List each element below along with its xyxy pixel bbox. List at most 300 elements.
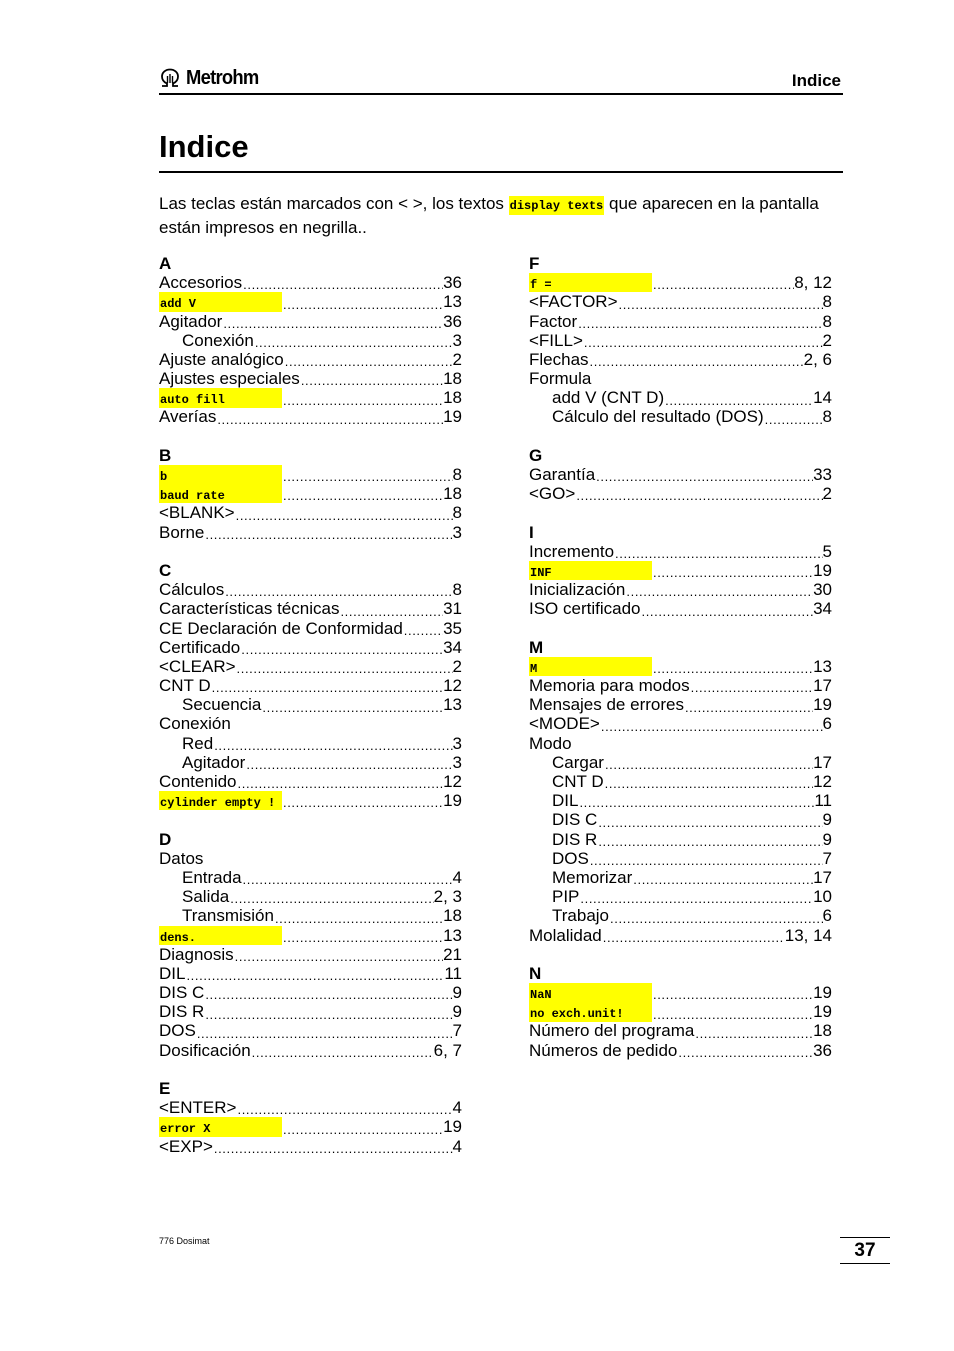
index-subentry	[159, 331, 462, 350]
dot-leader	[577, 316, 822, 331]
entry-page-ref: 3	[452, 733, 462, 753]
dot-leader	[224, 584, 452, 599]
entry-page-ref: 18	[813, 1021, 832, 1041]
entry-page-ref: 12	[443, 676, 462, 696]
index-section	[159, 561, 462, 810]
index-column-right	[529, 254, 832, 1079]
footer-document-name: 776 Dosimat	[159, 1236, 210, 1246]
dot-leader	[216, 412, 443, 427]
entry-term: Cargar	[552, 752, 604, 772]
entry-term: CNT D	[159, 676, 211, 696]
index-entry	[159, 580, 462, 599]
entry-page-ref: 13	[443, 292, 462, 312]
dot-leader	[236, 661, 453, 676]
entry-term: <BLANK>	[159, 503, 235, 523]
dot-leader	[339, 604, 443, 619]
entry-term: Inicialización	[529, 580, 626, 600]
entry-term: Datos	[159, 848, 204, 868]
index-section	[159, 830, 462, 1060]
logo-text: Metrohm	[186, 66, 259, 89]
index-entry	[529, 331, 832, 350]
dot-leader	[609, 911, 823, 926]
index-entry	[529, 926, 832, 945]
section-letter: N	[529, 963, 542, 983]
entry-page-ref: 9	[822, 829, 832, 849]
entry-page-ref: 8	[822, 407, 832, 427]
dot-leader	[213, 738, 452, 753]
dot-leader	[600, 719, 823, 734]
index-subentry	[529, 791, 832, 810]
dot-leader	[641, 604, 814, 619]
entry-term: DIS R	[159, 1002, 205, 1022]
entry-page-ref: 2	[452, 349, 462, 369]
entry-page-ref: 13	[443, 925, 462, 945]
entry-term: Números de pedido	[529, 1040, 678, 1060]
index-entry	[159, 926, 462, 945]
index-subentry	[159, 734, 462, 753]
index-entry	[159, 465, 462, 484]
entry-page-ref: 2	[452, 656, 462, 676]
index-subentry	[159, 906, 462, 925]
index-entry	[159, 638, 462, 657]
index-entry	[529, 561, 832, 580]
display-text-term: b	[159, 465, 282, 484]
entry-page-ref: 4	[452, 867, 462, 887]
entry-term: ISO certificado	[529, 599, 641, 619]
index-subentry	[529, 408, 832, 427]
entry-page-ref: 8, 12	[794, 273, 832, 293]
entry-term: DIS R	[552, 829, 598, 849]
index-entry	[529, 273, 832, 292]
entry-page-ref: 18	[443, 906, 462, 926]
section-letter: E	[159, 1079, 171, 1099]
index-subentry	[529, 388, 832, 407]
dot-leader	[237, 776, 444, 791]
entry-page-ref: 13	[443, 695, 462, 715]
index-subentry	[159, 695, 462, 714]
index-entry	[529, 542, 832, 561]
index-entry	[159, 1022, 462, 1041]
entry-term: DIS C	[552, 810, 598, 830]
dot-leader	[204, 987, 452, 1002]
entry-page-ref: 35	[443, 618, 462, 638]
index-entry	[159, 1041, 462, 1060]
dot-leader	[652, 277, 794, 292]
entry-term: Borne	[159, 522, 205, 542]
dot-leader	[282, 297, 443, 312]
entry-term: Salida	[182, 887, 230, 907]
entry-term: <CLEAR>	[159, 656, 236, 676]
metrohm-logo	[159, 66, 265, 90]
entry-page-ref: 8	[452, 465, 462, 485]
entry-term: DIS C	[159, 983, 205, 1003]
entry-term: CE Declaración de Conformidad	[159, 618, 403, 638]
index-section	[159, 254, 462, 427]
index-entry	[159, 849, 462, 868]
dot-leader	[261, 700, 443, 715]
dot-leader	[589, 853, 823, 868]
entry-page-ref: 19	[813, 983, 832, 1003]
dot-leader	[240, 642, 443, 657]
entry-page-ref: 30	[813, 580, 832, 600]
entry-page-ref: 17	[813, 752, 832, 772]
section-letter: M	[529, 637, 544, 657]
entry-page-ref: 10	[813, 887, 832, 907]
dot-leader	[235, 508, 453, 523]
index-entry	[529, 1002, 832, 1021]
index-entry	[159, 369, 462, 388]
entry-page-ref: 12	[443, 772, 462, 792]
display-text-term: cylinder empty !	[159, 791, 282, 810]
index-entry	[159, 1117, 462, 1136]
entry-page-ref: 3	[452, 522, 462, 542]
index-entry	[159, 503, 462, 522]
entry-page-ref: 34	[443, 637, 462, 657]
dot-leader	[595, 469, 813, 484]
index-entry	[159, 408, 462, 427]
omega-icon	[159, 68, 181, 88]
dot-leader	[282, 488, 443, 503]
display-text-term: add V	[159, 292, 282, 311]
footer-page-rule-bottom	[840, 1263, 890, 1264]
index-subentry	[159, 868, 462, 887]
entry-page-ref: 9	[452, 1002, 462, 1022]
title-rule	[159, 171, 843, 173]
entry-page-ref: 11	[444, 963, 462, 983]
dot-leader	[242, 277, 443, 292]
entry-page-ref: 36	[443, 311, 462, 331]
index-column-left	[159, 254, 462, 1175]
dot-leader	[282, 930, 443, 945]
entry-page-ref: 8	[452, 503, 462, 523]
index-subentry	[529, 887, 832, 906]
index-entry	[159, 312, 462, 331]
entry-page-ref: 2	[822, 484, 832, 504]
entry-page-ref: 19	[813, 1002, 832, 1022]
display-text-term: f =	[529, 273, 652, 292]
header-rule	[159, 93, 843, 95]
index-section	[159, 446, 462, 542]
entry-term: DOS	[159, 1021, 196, 1041]
entry-term: Averías	[159, 407, 217, 427]
dot-leader	[213, 1141, 453, 1156]
entry-page-ref: 6	[822, 906, 832, 926]
dot-leader	[690, 680, 813, 695]
index-entry	[159, 350, 462, 369]
intro-text-before: Las teclas están marcados con < >, los textos	[159, 194, 509, 213]
display-text-sample: display texts	[509, 196, 605, 215]
dot-leader	[579, 891, 813, 906]
dot-leader	[196, 1026, 453, 1041]
entry-term: Características técnicas	[159, 599, 340, 619]
index-section	[529, 523, 832, 619]
entry-term: <EXP>	[159, 1136, 213, 1156]
entry-page-ref: 18	[443, 388, 462, 408]
running-header-title: Indice	[791, 71, 841, 90]
display-text-term: M	[529, 657, 652, 676]
entry-page-ref: 12	[813, 772, 832, 792]
dot-leader	[300, 373, 443, 388]
entry-page-ref: 4	[452, 1098, 462, 1118]
dot-leader	[694, 1026, 813, 1041]
dot-leader	[229, 891, 433, 906]
dot-leader	[602, 930, 785, 945]
entry-term: Trabajo	[552, 906, 610, 926]
index-entry	[529, 292, 832, 311]
entry-term: Transmisión	[182, 906, 274, 926]
entry-page-ref: 17	[813, 676, 832, 696]
display-text-term: no exch.unit!	[529, 1002, 652, 1021]
entry-page-ref: 2	[822, 330, 832, 350]
index-subentry	[529, 753, 832, 772]
index-entry	[529, 350, 832, 369]
dot-leader	[604, 757, 813, 772]
entry-page-ref: 33	[813, 465, 832, 485]
dot-leader	[597, 834, 822, 849]
dot-leader	[245, 757, 452, 772]
entry-page-ref: 6, 7	[433, 1040, 462, 1060]
entry-page-ref: 19	[813, 695, 832, 715]
index-entry	[159, 1098, 462, 1117]
index-entry	[529, 983, 832, 1002]
entry-page-ref: 36	[813, 1040, 832, 1060]
entry-term: Ajuste analógico	[159, 349, 284, 369]
entry-term: PIP	[552, 887, 580, 907]
entry-term: DIL	[159, 963, 186, 983]
entry-term: Accesorios	[159, 273, 243, 293]
page-number: 37	[854, 1240, 876, 1261]
index-entry	[529, 465, 832, 484]
index-section	[529, 446, 832, 504]
display-text-term: baud rate	[159, 484, 282, 503]
index-entry	[529, 1041, 832, 1060]
index-entry	[159, 772, 462, 791]
section-letter: D	[159, 829, 172, 849]
index-entry	[159, 964, 462, 983]
index-entry	[529, 599, 832, 618]
footer-page-rule-top	[840, 1237, 890, 1238]
dot-leader	[234, 949, 443, 964]
dot-leader	[204, 527, 452, 542]
entry-term: <FILL>	[529, 330, 583, 350]
display-text-term: INF	[529, 561, 652, 580]
index-entry	[529, 734, 832, 753]
entry-term: Agitador	[159, 311, 223, 331]
dot-leader	[652, 1007, 813, 1022]
index-entry	[529, 715, 832, 734]
entry-page-ref: 2, 6	[803, 349, 832, 369]
index-entry	[159, 676, 462, 695]
index-subentry	[529, 830, 832, 849]
entry-page-ref: 36	[443, 273, 462, 293]
dot-leader	[282, 393, 443, 408]
index-entry	[159, 983, 462, 1002]
section-letter: C	[159, 561, 172, 580]
entry-term: Secuencia	[182, 695, 262, 715]
dot-leader	[684, 700, 813, 715]
dot-leader	[652, 987, 813, 1002]
entry-term: Red	[182, 733, 214, 753]
entry-page-ref: 8	[822, 311, 832, 331]
dot-leader	[185, 968, 444, 983]
index-entry	[529, 1022, 832, 1041]
dot-leader	[664, 393, 813, 408]
index-section	[159, 1079, 462, 1156]
entry-term: add V (CNT D)	[552, 388, 665, 408]
entry-term: Conexión	[159, 714, 231, 734]
index-subentry	[529, 772, 832, 791]
index-entry	[529, 657, 832, 676]
intro-paragraph	[159, 193, 849, 238]
index-entry	[529, 676, 832, 695]
entry-page-ref: 19	[443, 791, 462, 811]
dot-leader	[251, 1045, 434, 1060]
entry-page-ref: 5	[822, 541, 832, 561]
entry-term: Cálculo del resultado (DOS)	[552, 407, 764, 427]
entry-page-ref: 19	[443, 1117, 462, 1137]
display-text-term: error X	[159, 1117, 282, 1136]
entry-term: <FACTOR>	[529, 292, 618, 312]
dot-leader	[625, 584, 813, 599]
entry-term: Certificado	[159, 637, 241, 657]
dot-leader	[597, 815, 822, 830]
entry-page-ref: 34	[813, 599, 832, 619]
entry-term: Incremento	[529, 541, 615, 561]
index-entry	[159, 273, 462, 292]
index-subentry	[529, 849, 832, 868]
entry-page-ref: 6	[822, 714, 832, 734]
entry-term: Modo	[529, 733, 572, 753]
dot-leader	[618, 297, 823, 312]
dot-leader	[652, 565, 813, 580]
entry-term: Entrada	[182, 867, 242, 887]
entry-term: Factor	[529, 311, 578, 331]
dot-leader	[274, 911, 443, 926]
entry-term: Contenido	[159, 772, 237, 792]
dot-leader	[282, 1122, 443, 1137]
entry-term: Diagnosis	[159, 944, 234, 964]
index-subentry	[159, 753, 462, 772]
index-entry	[529, 484, 832, 503]
entry-page-ref: 18	[443, 484, 462, 504]
entry-term: Memorizar	[552, 867, 633, 887]
entry-page-ref: 13, 14	[784, 925, 832, 945]
entry-term: Conexión	[182, 330, 254, 350]
index-section	[529, 254, 832, 427]
entry-page-ref: 2, 3	[433, 887, 462, 907]
dot-leader	[677, 1045, 813, 1060]
entry-term: Ajustes especiales	[159, 369, 300, 389]
dot-leader	[282, 795, 443, 810]
dot-leader	[403, 623, 443, 638]
entry-term: Flechas	[529, 349, 589, 369]
index-entry	[529, 580, 832, 599]
index-entry	[159, 388, 462, 407]
entry-page-ref: 13	[813, 656, 832, 676]
dot-leader	[204, 1007, 452, 1022]
index-entry	[159, 715, 462, 734]
entry-page-ref: 3	[452, 330, 462, 350]
display-text-term: dens.	[159, 926, 282, 945]
index-subentry	[529, 810, 832, 829]
entry-page-ref: 4	[452, 1136, 462, 1156]
dot-leader	[604, 776, 813, 791]
entry-page-ref: 7	[822, 848, 832, 868]
index-entry	[159, 1137, 462, 1156]
dot-leader	[764, 412, 823, 427]
index-entry	[159, 523, 462, 542]
display-text-term: auto fill	[159, 388, 282, 407]
dot-leader	[578, 795, 814, 810]
dot-leader	[282, 469, 453, 484]
section-letter: B	[159, 445, 172, 465]
entry-term: Agitador	[182, 752, 246, 772]
entry-page-ref: 9	[822, 810, 832, 830]
entry-page-ref: 3	[452, 752, 462, 772]
dot-leader	[632, 872, 813, 887]
intro-text-after: que aparecen en la pantalla están impresos en negrilla..	[159, 194, 819, 237]
entry-term: DOS	[552, 848, 589, 868]
entry-term: <MODE>	[529, 714, 600, 734]
index-subentry	[159, 887, 462, 906]
section-letter: F	[529, 254, 540, 273]
index-entry	[159, 292, 462, 311]
section-letter: G	[529, 445, 543, 465]
dot-leader	[583, 335, 823, 350]
entry-page-ref: 19	[813, 560, 832, 580]
entry-page-ref: 14	[813, 388, 832, 408]
entry-term: <GO>	[529, 484, 576, 504]
entry-page-ref: 8	[822, 292, 832, 312]
index-subentry	[529, 868, 832, 887]
entry-term: Molalidad	[529, 925, 602, 945]
entry-term: <ENTER>	[159, 1098, 237, 1118]
entry-page-ref: 8	[452, 580, 462, 600]
dot-leader	[222, 316, 443, 331]
dot-leader	[284, 354, 453, 369]
section-letter: I	[529, 522, 534, 542]
entry-term: Formula	[529, 369, 592, 389]
index-entry	[529, 369, 832, 388]
index-entry	[529, 695, 832, 714]
index-section	[529, 638, 832, 945]
index-subentry	[529, 906, 832, 925]
index-entry	[159, 599, 462, 618]
index-entry	[159, 1002, 462, 1021]
entry-page-ref: 21	[443, 944, 462, 964]
dot-leader	[589, 354, 804, 369]
dot-leader	[614, 546, 822, 561]
entry-term: Dosificación	[159, 1040, 251, 1060]
display-text-term: NaN	[529, 983, 652, 1002]
entry-page-ref: 31	[443, 599, 462, 619]
index-entry	[159, 657, 462, 676]
entry-page-ref: 9	[452, 983, 462, 1003]
entry-page-ref: 7	[452, 1021, 462, 1041]
entry-term: Número del programa	[529, 1021, 695, 1041]
index-section	[529, 964, 832, 1060]
entry-term: Garantía	[529, 465, 596, 485]
dot-leader	[242, 872, 453, 887]
entry-term: CNT D	[552, 772, 604, 792]
dot-leader	[652, 661, 813, 676]
index-entry	[159, 484, 462, 503]
entry-term: Mensajes de errores	[529, 695, 684, 715]
entry-term: Cálculos	[159, 580, 225, 600]
dot-leader	[211, 680, 443, 695]
index-entry	[529, 312, 832, 331]
entry-page-ref: 18	[443, 369, 462, 389]
